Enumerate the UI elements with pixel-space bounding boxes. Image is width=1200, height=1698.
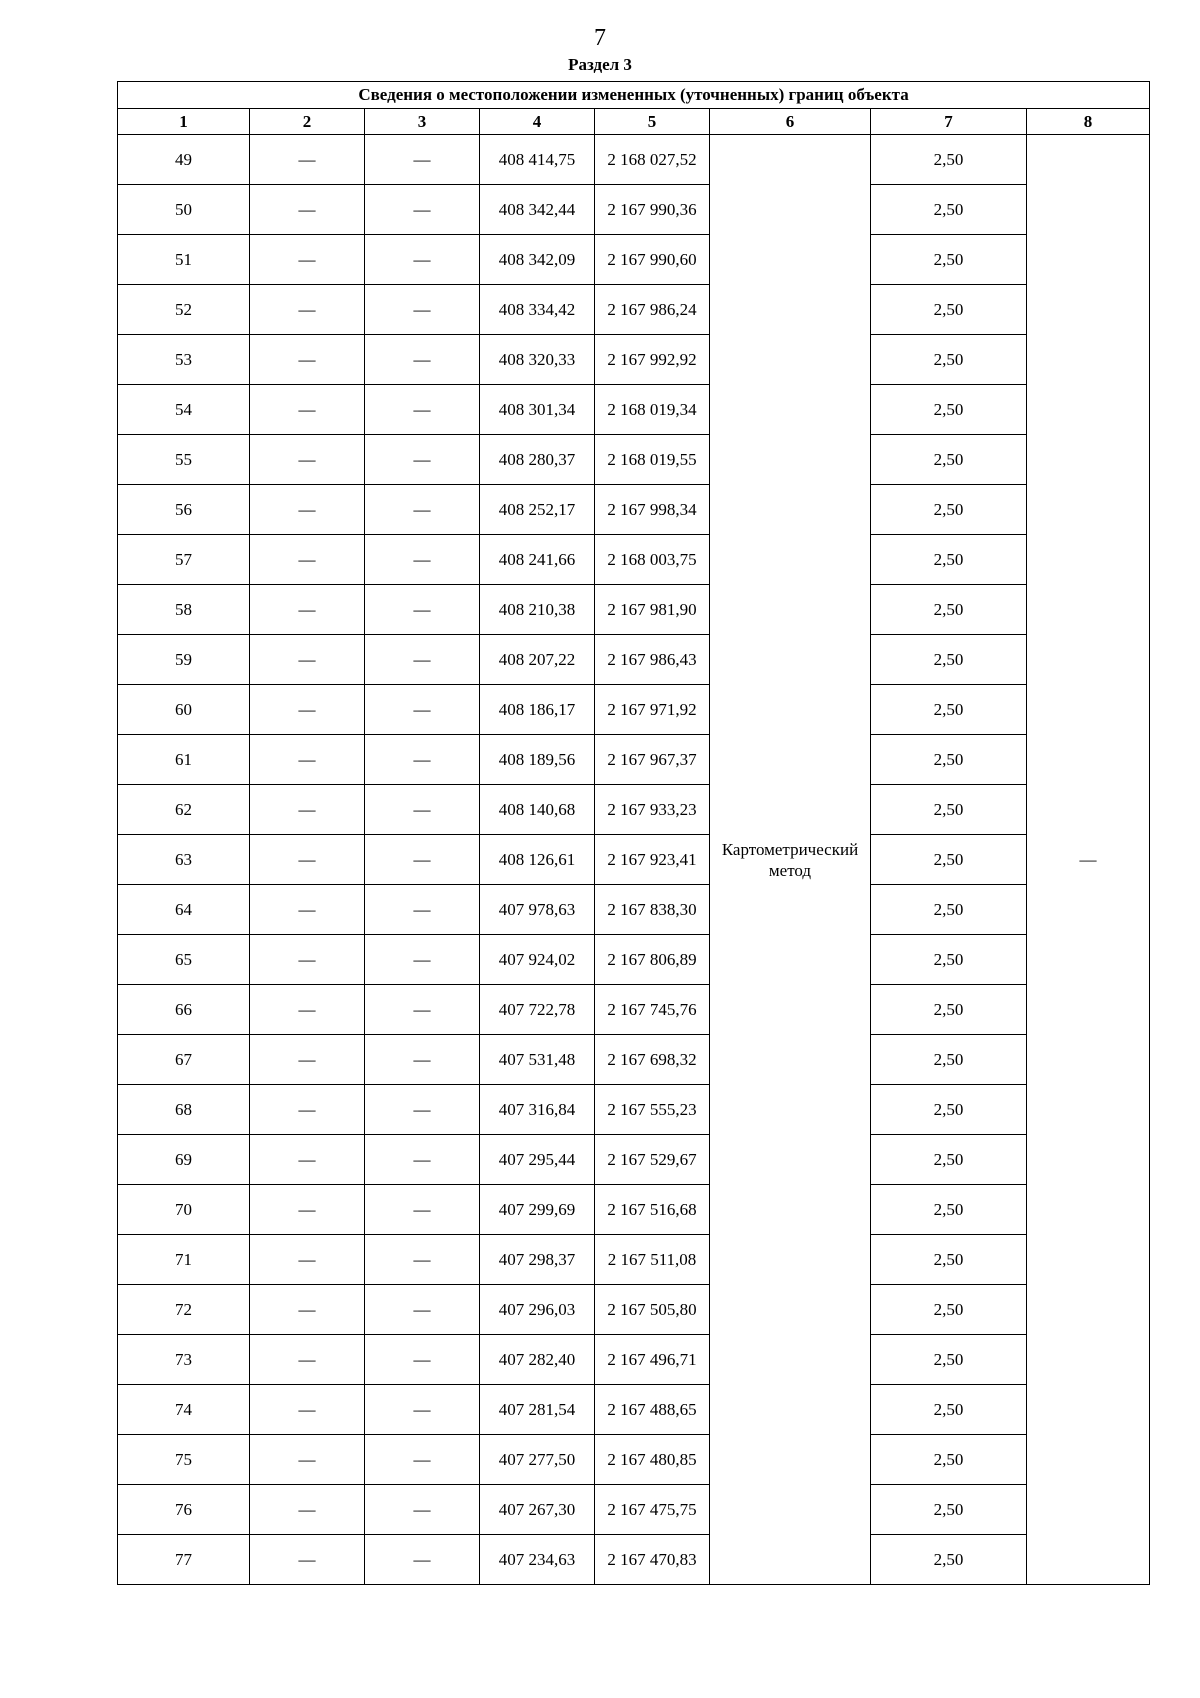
table-caption: Сведения о местоположении измененных (уточненных) границ объекта (118, 82, 1150, 109)
accuracy-cell: 2,50 (871, 685, 1027, 735)
section-title: Раздел 3 (568, 55, 632, 74)
table-row (118, 1135, 1150, 1185)
column-3-cell: — (365, 985, 480, 1035)
coordinate-x-cell: 408 210,38 (480, 585, 595, 635)
column-3-cell: — (365, 1135, 480, 1185)
coordinate-x-cell: 408 241,66 (480, 535, 595, 585)
column-3-cell: — (365, 335, 480, 385)
coordinate-y-cell: 2 167 986,43 (595, 635, 710, 685)
column-number-3: 3 (365, 109, 480, 135)
coordinate-x-cell: 408 301,34 (480, 385, 595, 435)
column-2-cell: — (250, 1185, 365, 1235)
column-3-cell: — (365, 535, 480, 585)
accuracy-cell: 2,50 (871, 885, 1027, 935)
table-row (118, 335, 1150, 385)
column-2-cell: — (250, 985, 365, 1035)
accuracy-cell: 2,50 (871, 1085, 1027, 1135)
accuracy-cell: 2,50 (871, 935, 1027, 985)
point-number-cell: 73 (118, 1335, 250, 1385)
column-3-cell: — (365, 185, 480, 235)
point-number-cell: 71 (118, 1235, 250, 1285)
accuracy-cell: 2,50 (871, 235, 1027, 285)
coordinate-y-cell: 2 167 511,08 (595, 1235, 710, 1285)
point-number-cell: 70 (118, 1185, 250, 1235)
point-number-cell: 54 (118, 385, 250, 435)
column-2-cell: — (250, 385, 365, 435)
table-row (118, 635, 1150, 685)
column-2-cell: — (250, 285, 365, 335)
coordinate-x-cell: 407 531,48 (480, 1035, 595, 1085)
column-3-cell: — (365, 435, 480, 485)
column-2-cell: — (250, 1535, 365, 1585)
coordinate-y-cell: 2 167 555,23 (595, 1085, 710, 1135)
table-row (118, 735, 1150, 785)
table-row (118, 1085, 1150, 1135)
column-3-cell: — (365, 935, 480, 985)
coordinate-y-cell: 2 167 516,68 (595, 1185, 710, 1235)
column-3-cell: — (365, 785, 480, 835)
table-row (118, 1185, 1150, 1235)
accuracy-cell: 2,50 (871, 1035, 1027, 1085)
point-number-cell: 69 (118, 1135, 250, 1185)
coordinate-y-cell: 2 167 470,83 (595, 1535, 710, 1585)
coordinate-y-cell: 2 167 967,37 (595, 735, 710, 785)
column-number-5: 5 (595, 109, 710, 135)
accuracy-cell: 2,50 (871, 1435, 1027, 1485)
accuracy-cell: 2,50 (871, 1285, 1027, 1335)
point-number-cell: 52 (118, 285, 250, 335)
column-2-cell: — (250, 635, 365, 685)
table-row (118, 1035, 1150, 1085)
coordinate-x-cell: 407 722,78 (480, 985, 595, 1035)
column-2-cell: — (250, 1485, 365, 1535)
accuracy-cell: 2,50 (871, 835, 1027, 885)
table-row (118, 485, 1150, 535)
table-row (118, 1385, 1150, 1435)
point-number-cell: 64 (118, 885, 250, 935)
accuracy-cell: 2,50 (871, 585, 1027, 635)
column-number-7: 7 (871, 109, 1027, 135)
table-row (118, 385, 1150, 435)
page-number: 7 (594, 25, 606, 51)
coordinate-x-cell: 407 281,54 (480, 1385, 595, 1435)
column-8-cell: — (1027, 135, 1150, 1585)
column-2-cell: — (250, 935, 365, 985)
point-number-cell: 66 (118, 985, 250, 1035)
column-3-cell: — (365, 1185, 480, 1235)
coordinate-y-cell: 2 167 480,85 (595, 1435, 710, 1485)
column-2-cell: — (250, 1285, 365, 1335)
column-3-cell: — (365, 1285, 480, 1335)
accuracy-cell: 2,50 (871, 735, 1027, 785)
accuracy-cell: 2,50 (871, 485, 1027, 535)
table-row (118, 285, 1150, 335)
table-row (118, 235, 1150, 285)
coordinate-x-cell: 407 234,63 (480, 1535, 595, 1585)
column-3-cell: — (365, 285, 480, 335)
coordinate-y-cell: 2 168 019,34 (595, 385, 710, 435)
coordinate-y-cell: 2 167 990,60 (595, 235, 710, 285)
column-2-cell: — (250, 135, 365, 185)
column-3-cell: — (365, 1535, 480, 1585)
point-number-cell: 60 (118, 685, 250, 735)
coordinate-x-cell: 408 320,33 (480, 335, 595, 385)
column-2-cell: — (250, 835, 365, 885)
point-number-cell: 57 (118, 535, 250, 585)
coordinate-y-cell: 2 167 933,23 (595, 785, 710, 835)
table-row (118, 1485, 1150, 1535)
coordinate-x-cell: 408 414,75 (480, 135, 595, 185)
coordinate-y-cell: 2 167 923,41 (595, 835, 710, 885)
point-number-cell: 67 (118, 1035, 250, 1085)
point-number-cell: 77 (118, 1535, 250, 1585)
point-number-cell: 59 (118, 635, 250, 685)
coordinate-y-cell: 2 167 838,30 (595, 885, 710, 935)
coordinate-x-cell: 408 140,68 (480, 785, 595, 835)
point-number-cell: 53 (118, 335, 250, 385)
coordinate-x-cell: 408 126,61 (480, 835, 595, 885)
coordinate-y-cell: 2 167 698,32 (595, 1035, 710, 1085)
point-number-cell: 72 (118, 1285, 250, 1335)
column-number-1: 1 (118, 109, 250, 135)
accuracy-cell: 2,50 (871, 985, 1027, 1035)
column-2-cell: — (250, 735, 365, 785)
table-row (118, 1335, 1150, 1385)
column-number-2: 2 (250, 109, 365, 135)
column-2-cell: — (250, 235, 365, 285)
coordinate-x-cell: 408 189,56 (480, 735, 595, 785)
point-number-cell: 50 (118, 185, 250, 235)
accuracy-cell: 2,50 (871, 185, 1027, 235)
table-row (118, 435, 1150, 485)
coordinate-y-cell: 2 168 003,75 (595, 535, 710, 585)
column-2-cell: — (250, 185, 365, 235)
point-number-cell: 56 (118, 485, 250, 535)
coordinate-y-cell: 2 167 990,36 (595, 185, 710, 235)
table-row (118, 685, 1150, 735)
column-3-cell: — (365, 385, 480, 435)
column-3-cell: — (365, 1435, 480, 1485)
table-row (118, 1435, 1150, 1485)
coordinate-y-cell: 2 167 992,92 (595, 335, 710, 385)
point-number-cell: 63 (118, 835, 250, 885)
column-2-cell: — (250, 1385, 365, 1435)
column-3-cell: — (365, 1035, 480, 1085)
column-3-cell: — (365, 1235, 480, 1285)
accuracy-cell: 2,50 (871, 635, 1027, 685)
accuracy-cell: 2,50 (871, 785, 1027, 835)
table-row (118, 935, 1150, 985)
coordinate-y-cell: 2 168 027,52 (595, 135, 710, 185)
point-number-cell: 75 (118, 1435, 250, 1485)
point-number-cell: 49 (118, 135, 250, 185)
table-row (118, 185, 1150, 235)
column-3-cell: — (365, 1385, 480, 1435)
column-2-cell: — (250, 1435, 365, 1485)
column-number-8: 8 (1027, 109, 1150, 135)
coordinate-x-cell: 408 207,22 (480, 635, 595, 685)
accuracy-cell: 2,50 (871, 1385, 1027, 1435)
column-3-cell: — (365, 235, 480, 285)
point-number-cell: 76 (118, 1485, 250, 1535)
coordinate-x-cell: 407 295,44 (480, 1135, 595, 1185)
accuracy-cell: 2,50 (871, 285, 1027, 335)
coordinate-x-cell: 408 280,37 (480, 435, 595, 485)
accuracy-cell: 2,50 (871, 1485, 1027, 1535)
coordinate-x-cell: 408 342,44 (480, 185, 595, 235)
column-2-cell: — (250, 335, 365, 385)
column-2-cell: — (250, 1235, 365, 1285)
coordinate-x-cell: 407 924,02 (480, 935, 595, 985)
column-2-cell: — (250, 435, 365, 485)
column-3-cell: — (365, 685, 480, 735)
column-3-cell: — (365, 585, 480, 635)
accuracy-cell: 2,50 (871, 1335, 1027, 1385)
coordinate-y-cell: 2 168 019,55 (595, 435, 710, 485)
column-3-cell: — (365, 835, 480, 885)
accuracy-cell: 2,50 (871, 385, 1027, 435)
point-number-cell: 55 (118, 435, 250, 485)
column-2-cell: — (250, 535, 365, 585)
coordinate-y-cell: 2 167 745,76 (595, 985, 710, 1035)
coordinates-table (117, 81, 1150, 1585)
point-number-cell: 61 (118, 735, 250, 785)
coordinate-y-cell: 2 167 529,67 (595, 1135, 710, 1185)
accuracy-cell: 2,50 (871, 335, 1027, 385)
table-row (118, 585, 1150, 635)
accuracy-cell: 2,50 (871, 435, 1027, 485)
table-row (118, 535, 1150, 585)
column-2-cell: — (250, 1035, 365, 1085)
column-3-cell: — (365, 1485, 480, 1535)
coordinate-y-cell: 2 167 505,80 (595, 1285, 710, 1335)
table-row (118, 135, 1150, 185)
point-number-cell: 58 (118, 585, 250, 635)
coordinate-x-cell: 407 316,84 (480, 1085, 595, 1135)
coordinate-y-cell: 2 167 981,90 (595, 585, 710, 635)
column-2-cell: — (250, 785, 365, 835)
point-number-cell: 65 (118, 935, 250, 985)
coordinate-y-cell: 2 167 488,65 (595, 1385, 710, 1435)
column-3-cell: — (365, 885, 480, 935)
column-2-cell: — (250, 1335, 365, 1385)
accuracy-cell: 2,50 (871, 1535, 1027, 1585)
table-row (118, 985, 1150, 1035)
table-row (118, 835, 1150, 885)
point-number-cell: 62 (118, 785, 250, 835)
point-number-cell: 74 (118, 1385, 250, 1435)
coordinate-y-cell: 2 167 971,92 (595, 685, 710, 735)
column-3-cell: — (365, 1335, 480, 1385)
coordinate-y-cell: 2 167 475,75 (595, 1485, 710, 1535)
accuracy-cell: 2,50 (871, 1135, 1027, 1185)
column-3-cell: — (365, 135, 480, 185)
column-3-cell: — (365, 485, 480, 535)
accuracy-cell: 2,50 (871, 535, 1027, 585)
coordinate-y-cell: 2 167 496,71 (595, 1335, 710, 1385)
coordinate-x-cell: 407 267,30 (480, 1485, 595, 1535)
coordinate-y-cell: 2 167 806,89 (595, 935, 710, 985)
table-row (118, 785, 1150, 835)
coordinate-x-cell: 407 299,69 (480, 1185, 595, 1235)
coordinate-y-cell: 2 167 986,24 (595, 285, 710, 335)
column-2-cell: — (250, 1085, 365, 1135)
coordinate-x-cell: 408 342,09 (480, 235, 595, 285)
point-number-cell: 68 (118, 1085, 250, 1135)
column-2-cell: — (250, 485, 365, 535)
coordinate-x-cell: 408 186,17 (480, 685, 595, 735)
coordinate-x-cell: 407 296,03 (480, 1285, 595, 1335)
point-number-cell: 51 (118, 235, 250, 285)
column-2-cell: — (250, 585, 365, 635)
table-row (118, 1235, 1150, 1285)
column-number-4: 4 (480, 109, 595, 135)
accuracy-cell: 2,50 (871, 135, 1027, 185)
table-row (118, 1535, 1150, 1585)
column-2-cell: — (250, 1135, 365, 1185)
accuracy-cell: 2,50 (871, 1185, 1027, 1235)
coordinate-x-cell: 407 978,63 (480, 885, 595, 935)
table-row (118, 1285, 1150, 1335)
column-3-cell: — (365, 635, 480, 685)
accuracy-cell: 2,50 (871, 1235, 1027, 1285)
table-row (118, 885, 1150, 935)
column-2-cell: — (250, 885, 365, 935)
coordinate-x-cell: 407 277,50 (480, 1435, 595, 1485)
column-number-6: 6 (710, 109, 871, 135)
coordinate-y-cell: 2 167 998,34 (595, 485, 710, 535)
coordinate-x-cell: 408 252,17 (480, 485, 595, 535)
column-3-cell: — (365, 1085, 480, 1135)
column-3-cell: — (365, 735, 480, 785)
method-cell: Картометрический метод (710, 135, 871, 1585)
coordinate-x-cell: 407 282,40 (480, 1335, 595, 1385)
coordinate-x-cell: 408 334,42 (480, 285, 595, 335)
column-2-cell: — (250, 685, 365, 735)
coordinate-x-cell: 407 298,37 (480, 1235, 595, 1285)
